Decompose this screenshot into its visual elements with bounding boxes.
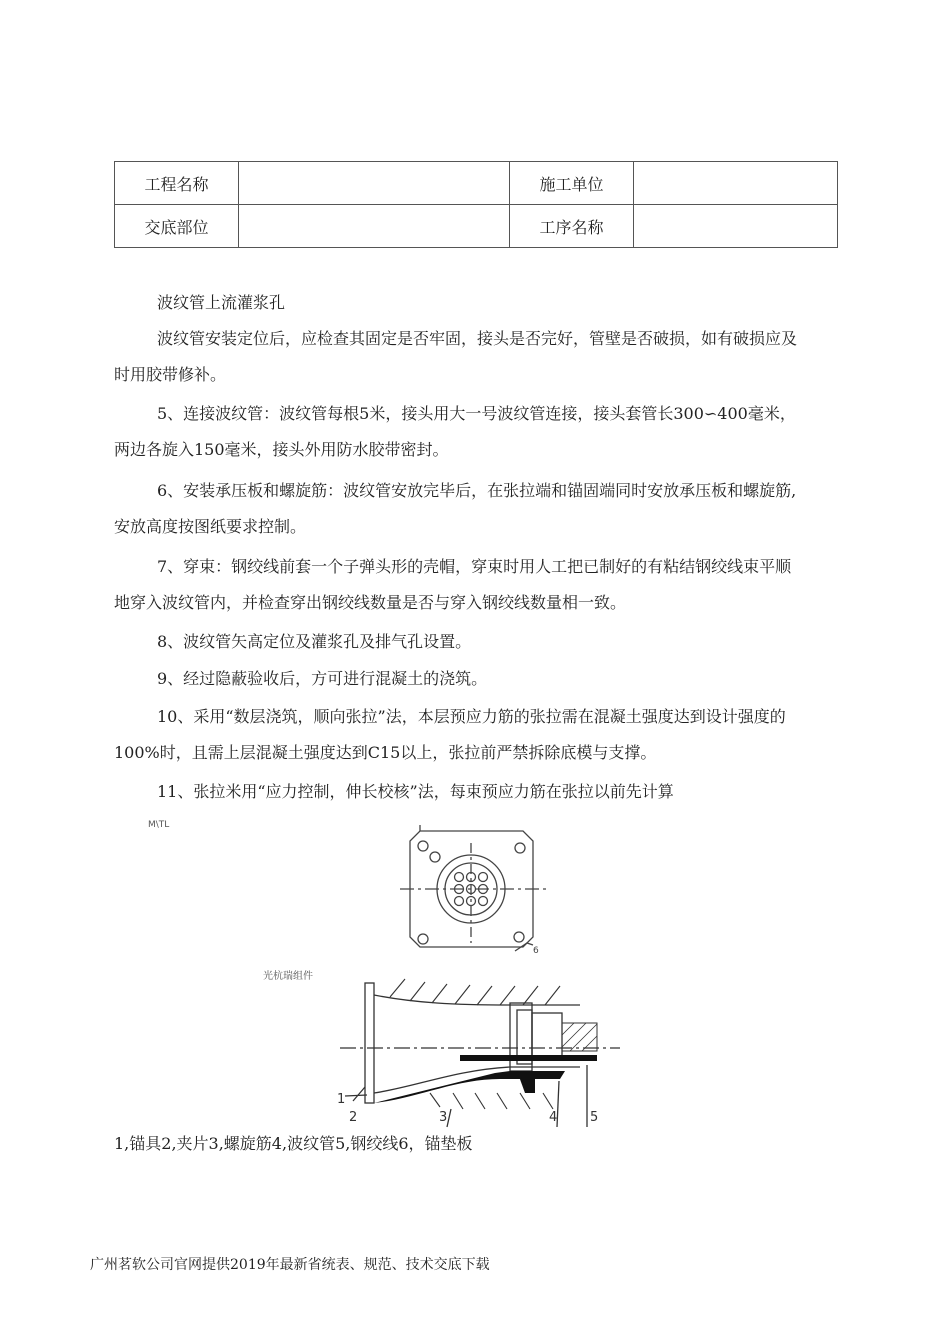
- paragraph-item-9: [114, 661, 844, 697]
- figure-assembly-label: 光杭瑞组件: [263, 971, 313, 982]
- grout-seat: [517, 1071, 535, 1093]
- leader-3: [447, 1109, 451, 1127]
- paragraph-line: 时用胶带修补。: [114, 365, 227, 384]
- paragraph-line: 安放高度按图纸要求控制。: [114, 517, 307, 536]
- paragraph-line: 两边各旋入150毫米，接头外用防水胶带密封。: [114, 440, 449, 459]
- anchor-assembly-section: [335, 975, 625, 1130]
- paragraph-line: 波纹管安装定位后，应检查其固定是否牢固，接头是否完好，管壁是否破损，如有破损应及: [157, 329, 798, 348]
- anchor-plate-diagram: [395, 825, 555, 965]
- bolt-hole-bottom-right: [514, 932, 524, 942]
- anchor-plate-flange: [365, 983, 374, 1103]
- table-row: [115, 205, 838, 248]
- paragraph-line: 8、波纹管矢高定位及灌浆孔及排气孔设置。: [157, 632, 472, 651]
- paragraph-item-10: [114, 699, 844, 771]
- paragraph-line: 7、穿束：钢绞线前套一个子弹头形的壳帽，穿束时用人工把已制好的有粘结钢绞线束平顺: [157, 557, 792, 576]
- paragraph-line: 6、安装承压板和螺旋筋：波纹管安放完毕后，在张拉端和锚固端同时安放承压板和螺旋筋,: [157, 481, 797, 500]
- callout-5: 5: [590, 1110, 599, 1125]
- figure-caption: [114, 1126, 844, 1162]
- paragraph-grout-hole: [114, 285, 844, 321]
- briefing-part-label: 交底部位: [115, 205, 239, 248]
- briefing-part-value: [239, 205, 510, 248]
- construction-unit-label: 施工单位: [510, 162, 634, 205]
- process-name-label: 工序名称: [510, 205, 634, 248]
- project-name-label: 工程名称: [115, 162, 239, 205]
- leader-1: [345, 1095, 367, 1096]
- paragraph-item-5: [114, 396, 844, 468]
- callout-4: 4: [549, 1110, 558, 1125]
- strand-hatched: [562, 1023, 597, 1051]
- callout-2: 2: [349, 1110, 358, 1125]
- paragraph-item-8: [114, 624, 844, 660]
- paragraph-line: 波纹管上流灌浆孔: [157, 293, 286, 312]
- paragraph-line: 100%时，且需上层混凝土强度达到C15以上，张拉前严禁拆除底模与支撑。: [114, 743, 657, 762]
- paragraph-item-11: [114, 774, 844, 810]
- paragraph-line: 9、经过隐蔽验收后，方可进行混凝土的浇筑。: [157, 669, 488, 688]
- bolt-hole-top-right: [515, 843, 525, 853]
- paragraph-inspection: [114, 321, 844, 393]
- plate-corner-bracket: [420, 825, 460, 831]
- bolt-hole-top-left: [418, 841, 428, 851]
- callout-6: 6: [533, 946, 539, 956]
- bolt-hole-top-left-2: [430, 852, 440, 862]
- figure-corner-label: M\TL: [148, 820, 170, 830]
- paragraph-line: 5、连接波纹管：波纹管每根5米，接头用大一号波纹管连接，接头套管长300∽400毫米，: [157, 404, 796, 423]
- table-row: [115, 162, 838, 205]
- paragraph-line: 11、张拉米用“应力控制，伸长校核”法，每束预应力筋在张拉以前先计算: [157, 782, 674, 801]
- bolt-hole-bottom-left: [418, 934, 428, 944]
- paragraph-line: 10、采用“数层浇筑，顺向张拉”法，本层预应力筋的张拉需在混凝土强度达到设计强度的: [157, 707, 786, 726]
- wedge-block: [532, 1013, 562, 1059]
- callout-3: 3: [439, 1110, 448, 1125]
- paragraph-line: 地穿入波纹管内，并检查穿出钢绞线数量是否与穿入钢绞线数量相一致。: [114, 593, 627, 612]
- leader-4: [557, 1081, 559, 1127]
- paragraph-item-6: [114, 473, 844, 545]
- project-name-value: [239, 162, 510, 205]
- paragraph-item-7: [114, 549, 844, 621]
- strand-bundle: [460, 1055, 597, 1061]
- callout-1: 1: [337, 1092, 346, 1107]
- process-name-value: [634, 205, 838, 248]
- leader-2: [353, 1087, 365, 1101]
- header-info-table: [114, 161, 838, 248]
- construction-unit-value: [634, 162, 838, 205]
- caption-line: 1,锚具2,夹片3,螺旋筋4,波纹管5,钢绞线6，锚垫板: [114, 1134, 473, 1153]
- page-footer: 广州茗软公司官网提供2019年最新省统表、规范、技术交底下载: [90, 1257, 490, 1273]
